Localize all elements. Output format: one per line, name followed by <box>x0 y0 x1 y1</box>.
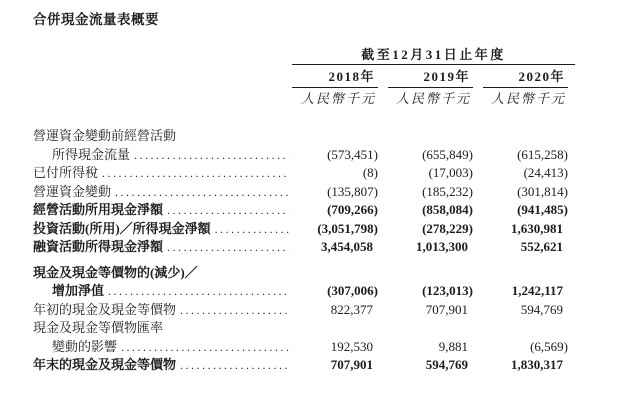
row-label: 經營活動所用現金淨額 <box>33 202 164 217</box>
dot-leader <box>167 201 289 220</box>
value-2020: 1,630,981 <box>511 220 563 236</box>
table-row <box>33 356 575 375</box>
year-column-2018: 2018年 <box>292 70 378 88</box>
row-label: 現金及現金等價物的(減少)／ <box>33 264 198 280</box>
value-2020: (615,258) <box>517 146 568 162</box>
table-row <box>33 301 575 320</box>
value-2019: 707,901 <box>425 301 468 317</box>
dot-leader <box>121 338 289 357</box>
row-label: 營運資金變動 <box>33 183 112 199</box>
value-2019: 9,881 <box>438 338 468 354</box>
table-row <box>33 264 575 283</box>
dot-leader <box>167 238 289 257</box>
row-label: 投資活動(所用)／所得現金淨額 <box>33 220 211 236</box>
year-column-2019: 2019年 <box>388 70 473 88</box>
row-label: 所得現金流量 <box>52 146 131 162</box>
dot-leader <box>180 356 289 375</box>
value-2019: (655,849) <box>422 146 473 162</box>
table-row <box>33 338 575 357</box>
value-2020: 1,242,117 <box>511 283 563 298</box>
table-row <box>33 220 575 239</box>
dot-leader <box>102 164 289 183</box>
unit-label-2020: 人民幣千元 <box>490 91 566 106</box>
table-row <box>33 164 575 183</box>
value-2018: (573,451) <box>327 146 378 162</box>
value-2018: 192,530 <box>330 338 373 354</box>
value-2018: (307,006) <box>327 283 378 298</box>
row-label: 現金及現金等價物匯率 <box>33 320 164 335</box>
value-2018: (709,266) <box>327 202 378 217</box>
value-2019: (123,013) <box>422 283 473 298</box>
value-2018: 822,377 <box>330 301 373 317</box>
currency-unit-row <box>292 92 575 106</box>
row-label: 年初的現金及現金等價物 <box>33 301 177 317</box>
row-label: 融資活動所得現金淨額 <box>33 239 164 254</box>
value-2018: 707,901 <box>330 357 373 372</box>
dot-leader <box>108 282 289 301</box>
dot-leader <box>180 301 289 320</box>
table-row <box>33 282 575 301</box>
value-2020: (24,413) <box>523 165 568 180</box>
value-2020: 1,830,317 <box>511 357 563 372</box>
table-row <box>33 127 575 146</box>
dot-leader <box>215 220 289 239</box>
row-label: 增加淨值 <box>52 283 105 298</box>
value-2020: 594,769 <box>520 301 563 317</box>
page-title: 合併現金流量表概要 <box>33 12 159 27</box>
value-2019: (278,229) <box>422 220 473 236</box>
year-header-row <box>292 70 575 88</box>
value-2018: (3,051,798) <box>317 220 378 236</box>
unit-label-2019: 人民幣千元 <box>395 91 471 106</box>
value-2019: 1,013,300 <box>416 239 468 254</box>
row-label: 年末的現金及現金等價物 <box>33 357 177 372</box>
value-2019: 594,769 <box>425 357 468 372</box>
table-row <box>33 319 575 338</box>
value-2019: (17,003) <box>428 165 473 180</box>
dot-leader <box>115 183 289 202</box>
table-row <box>33 201 575 220</box>
row-label: 已付所得稅 <box>33 165 99 180</box>
value-2019: (185,232) <box>422 183 473 199</box>
row-label: 變動的影響 <box>52 338 118 354</box>
value-2020: (6,569) <box>530 338 568 354</box>
value-2020: 552,621 <box>520 239 563 254</box>
table-row <box>33 146 575 165</box>
period-header: 截至12月31日止年度 <box>292 47 575 65</box>
value-2018: (8) <box>362 165 378 180</box>
value-2019: (858,084) <box>422 202 473 217</box>
value-2020: (941,485) <box>517 202 568 217</box>
table-row <box>33 183 575 202</box>
cash-flow-table-body <box>33 127 575 375</box>
table-header <box>292 47 575 106</box>
value-2018: 3,454,058 <box>321 239 373 254</box>
dot-leader <box>134 146 289 165</box>
table-row <box>33 238 575 257</box>
value-2018: (135,807) <box>327 183 378 199</box>
row-label: 營運資金變動前經營活動 <box>33 128 177 143</box>
unit-label-2018: 人民幣千元 <box>300 91 376 106</box>
value-2020: (301,814) <box>517 183 568 199</box>
year-column-2020: 2020年 <box>483 70 568 88</box>
